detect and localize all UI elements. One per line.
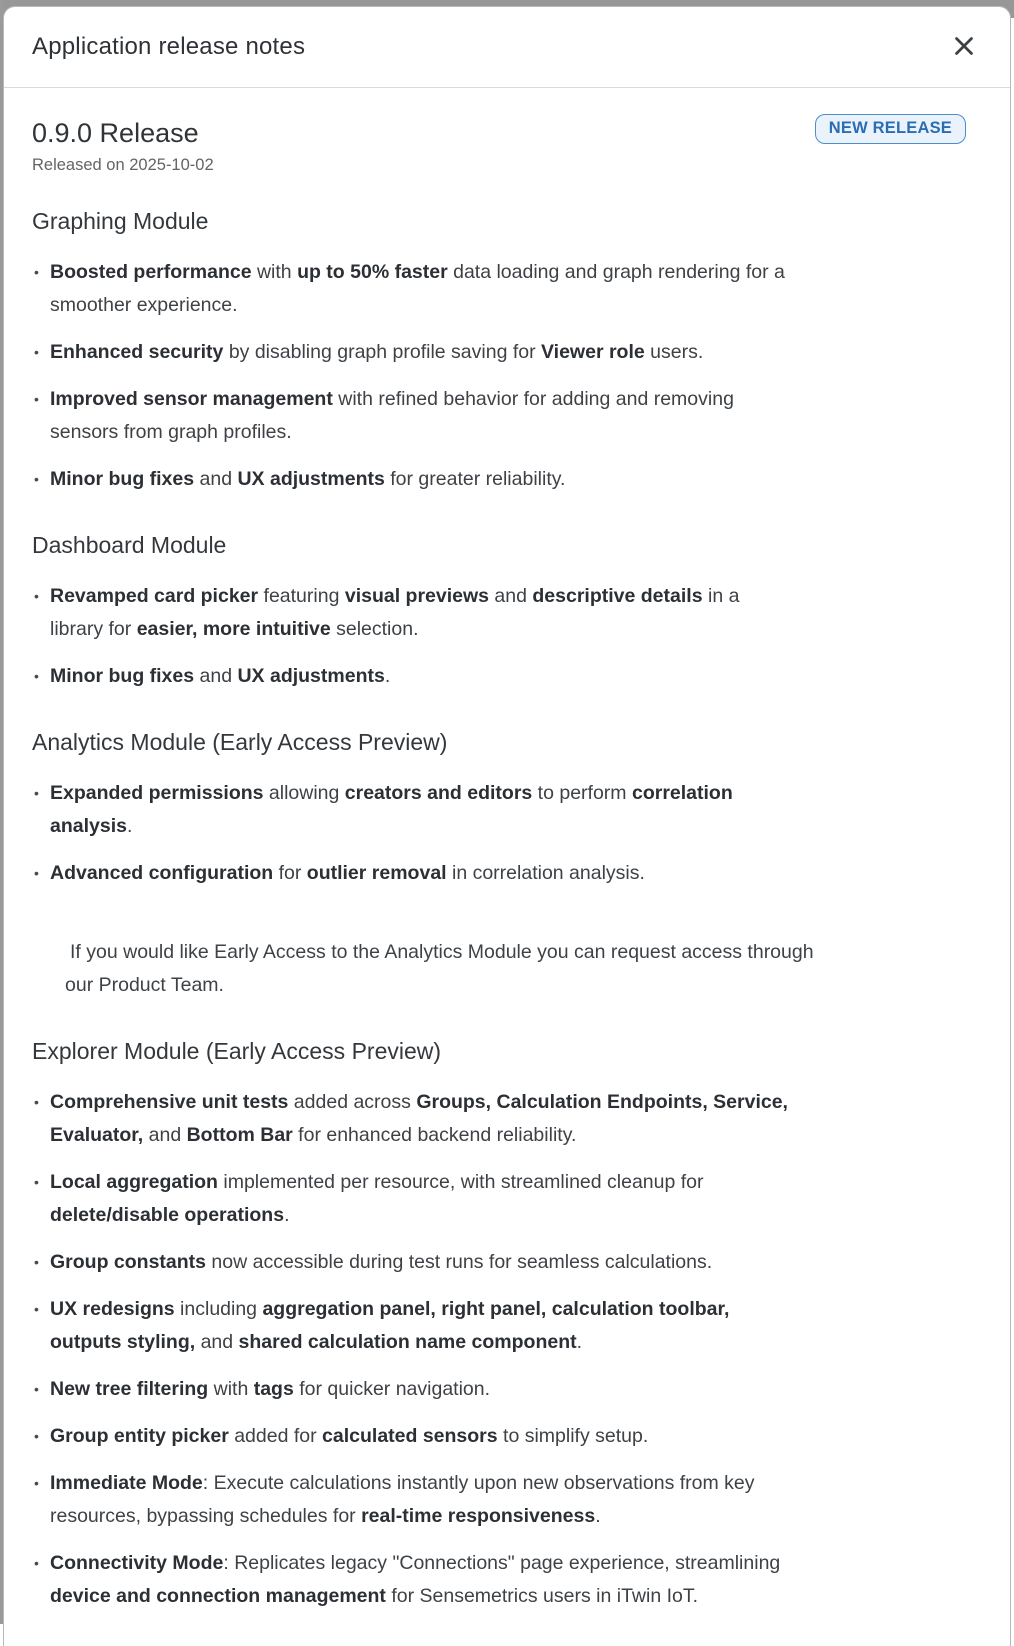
release-version-title: 0.9.0 Release <box>32 118 199 148</box>
bullet-text: Group entity picker added for calculated sensors to simplify setup. <box>50 1425 649 1447</box>
section-heading: Explorer Module (Early Access Preview) <box>32 1038 442 1064</box>
bullet-item <box>32 1547 966 1613</box>
dialog-header <box>4 7 1010 88</box>
bullet-dot-icon: • <box>34 1254 39 1270</box>
section-heading: Analytics Module (Early Access Preview) <box>32 729 448 755</box>
bullet-item <box>32 256 966 322</box>
bullet-item <box>32 1420 966 1453</box>
bullet-list <box>32 777 966 890</box>
release-sections <box>32 208 966 1646</box>
bullet-text: Local aggregation implemented per resource, with streamlined cleanup for delete/disable operations. <box>50 1171 704 1226</box>
bullet-text: Minor bug fixes and UX adjustments. <box>50 665 391 687</box>
bullet-item <box>32 777 966 843</box>
release-notes-dialog <box>3 6 1011 1646</box>
bullet-item <box>32 383 966 449</box>
bullet-item <box>32 463 966 496</box>
bullet-text: UX redesigns including aggregation panel, right panel, calculation toolbar, outputs styling, and shared calculation name component. <box>50 1298 730 1353</box>
section <box>32 1038 966 1646</box>
bullet-dot-icon: • <box>34 668 39 684</box>
bullet-item <box>32 1373 966 1406</box>
bullet-item <box>32 1086 966 1152</box>
close-icon <box>952 34 976 61</box>
bullet-item <box>32 1467 966 1533</box>
close-button[interactable] <box>944 27 984 67</box>
bullet-dot-icon: • <box>34 344 39 360</box>
bullet-dot-icon: • <box>34 1381 39 1397</box>
bullet-item <box>32 1293 966 1359</box>
bullet-text: Comprehensive unit tests added across Groups, Calculation Endpoints, Service, Evaluator, and Bottom Bar for enhanced backend reliability. <box>50 1091 788 1146</box>
bullet-text: Expanded permissions allowing creators and editors to perform correlation analysis. <box>50 782 733 837</box>
bullet-text: New tree filtering with tags for quicker navigation. <box>50 1378 491 1400</box>
section-heading: Graphing Module <box>32 208 209 234</box>
bullet-list <box>32 580 966 693</box>
bullet-dot-icon: • <box>34 865 39 881</box>
bullet-text: Enhanced security by disabling graph profile saving for Viewer role users. <box>50 341 704 363</box>
bullet-text: Advanced configuration for outlier removal in correlation analysis. <box>50 862 645 884</box>
bullet-text: Revamped card picker featuring visual previews and descriptive details in a library for easier, more intuitive selection. <box>50 585 740 640</box>
section <box>32 729 966 1002</box>
bullet-item <box>32 660 966 693</box>
bullet-dot-icon: • <box>34 1301 39 1317</box>
section-heading: Dashboard Module <box>32 532 227 558</box>
bullet-text: Immediate Mode: Execute calculations instantly upon new observations from key resources, bypassing schedules for real-time responsiveness. <box>50 1472 755 1527</box>
bullet-text: Boosted performance with up to 50% faster data loading and graph rendering for a smoother experience. <box>50 261 785 316</box>
release-date: Released on 2025-10-02 <box>32 156 214 174</box>
bullet-text: Minor bug fixes and UX adjustments for greater reliability. <box>50 468 566 490</box>
bullet-dot-icon: • <box>34 1555 39 1571</box>
bullet-text: Improved sensor management with refined behavior for adding and removing sensors from graph profiles. <box>50 388 734 443</box>
dialog-title: Application release notes <box>32 33 306 60</box>
release-header-row <box>32 114 966 149</box>
bullet-dot-icon: • <box>34 1475 39 1491</box>
bullet-dot-icon: • <box>34 264 39 280</box>
bullet-item <box>32 1246 966 1279</box>
bullet-text: Group constants now accessible during test runs for seamless calculations. <box>50 1251 713 1273</box>
bullet-text: Connectivity Mode: Replicates legacy "Connections" page experience, streamlining device and connection management for Sensemetrics users in iTwin IoT. <box>50 1552 781 1607</box>
bullet-dot-icon: • <box>34 471 39 487</box>
bullet-dot-icon: • <box>34 1428 39 1444</box>
bullet-list <box>32 256 966 496</box>
new-release-badge: NEW RELEASE <box>815 114 966 144</box>
bullet-dot-icon: • <box>34 1174 39 1190</box>
section <box>32 208 966 496</box>
bullet-item <box>32 580 966 646</box>
bullet-item <box>32 857 966 890</box>
bullet-dot-icon: • <box>34 785 39 801</box>
bullet-item <box>32 336 966 369</box>
bullet-dot-icon: • <box>34 588 39 604</box>
dialog-content <box>4 88 1010 1646</box>
note-paragraph: If you would like Early Access to the Analytics Module you can request access through our Product Team. <box>65 941 814 996</box>
section <box>32 532 966 693</box>
bullet-item <box>32 1166 966 1232</box>
bullet-dot-icon: • <box>34 391 39 407</box>
bullet-list <box>32 1086 966 1613</box>
bullet-dot-icon: • <box>34 1094 39 1110</box>
